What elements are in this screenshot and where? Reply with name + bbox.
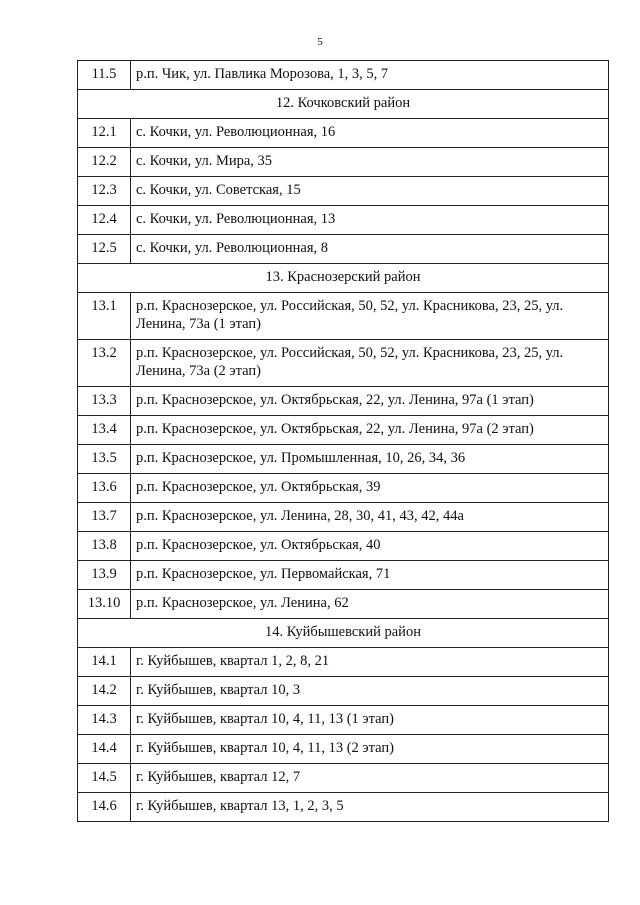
table-row (78, 445, 609, 474)
row-number: 13.2 (78, 340, 131, 387)
row-number: 14.4 (78, 735, 131, 764)
address-text: р.п. Краснозерское, ул. Ленина, 62 (131, 590, 609, 619)
section-title: 13. Краснозерский район (78, 264, 609, 293)
page-number: 5 (317, 36, 323, 48)
row-number: 14.6 (78, 793, 131, 822)
address-text: г. Куйбышев, квартал 10, 4, 11, 13 (1 этап) (131, 706, 609, 735)
row-number: 12.3 (78, 177, 131, 206)
address-text: г. Куйбышев, квартал 10, 3 (131, 677, 609, 706)
address-text: с. Кочки, ул. Революционная, 16 (131, 119, 609, 148)
table-row (78, 293, 609, 340)
address-text: с. Кочки, ул. Мира, 35 (131, 148, 609, 177)
address-text: р.п. Краснозерское, ул. Октябрьская, 22, ул. Ленина, 97а (2 этап) (131, 416, 609, 445)
table-row (78, 340, 609, 387)
row-number: 14.3 (78, 706, 131, 735)
row-number: 13.8 (78, 532, 131, 561)
table-row (78, 206, 609, 235)
row-number: 13.10 (78, 590, 131, 619)
address-text: с. Кочки, ул. Советская, 15 (131, 177, 609, 206)
table-row (78, 148, 609, 177)
row-number: 12.2 (78, 148, 131, 177)
row-number: 13.1 (78, 293, 131, 340)
row-number: 13.7 (78, 503, 131, 532)
table-row (78, 648, 609, 677)
table-row (78, 416, 609, 445)
table-row (78, 793, 609, 822)
section-title: 12. Кочковский район (78, 90, 609, 119)
section-header-row (78, 90, 609, 119)
address-text: с. Кочки, ул. Революционная, 13 (131, 206, 609, 235)
table-row (78, 561, 609, 590)
address-text: р.п. Краснозерское, ул. Октябрьская, 40 (131, 532, 609, 561)
address-text: г. Куйбышев, квартал 1, 2, 8, 21 (131, 648, 609, 677)
table-row (78, 706, 609, 735)
address-text: р.п. Краснозерское, ул. Октябрьская, 39 (131, 474, 609, 503)
address-text: р.п. Краснозерское, ул. Российская, 50, 52, ул. Красникова, 23, 25, ул. Ленина, 73а (2 этап) (131, 340, 609, 387)
table-row (78, 177, 609, 206)
address-text: р.п. Краснозерское, ул. Октябрьская, 22, ул. Ленина, 97а (1 этап) (131, 387, 609, 416)
row-number: 13.4 (78, 416, 131, 445)
table-row (78, 61, 609, 90)
row-number: 13.3 (78, 387, 131, 416)
address-text: р.п. Краснозерское, ул. Ленина, 28, 30, 41, 43, 42, 44а (131, 503, 609, 532)
table-row (78, 764, 609, 793)
address-text: р.п. Краснозерское, ул. Российская, 50, 52, ул. Красникова, 23, 25, ул. Ленина, 73а (1 этап) (131, 293, 609, 340)
table-row (78, 235, 609, 264)
address-text: с. Кочки, ул. Революционная, 8 (131, 235, 609, 264)
table-row (78, 735, 609, 764)
table-row (78, 503, 609, 532)
address-text: р.п. Краснозерское, ул. Первомайская, 71 (131, 561, 609, 590)
row-number: 13.5 (78, 445, 131, 474)
address-text: р.п. Чик, ул. Павлика Морозова, 1, 3, 5, 7 (131, 61, 609, 90)
address-text: г. Куйбышев, квартал 10, 4, 11, 13 (2 этап) (131, 735, 609, 764)
row-number: 14.5 (78, 764, 131, 793)
section-header-row (78, 619, 609, 648)
table-row (78, 119, 609, 148)
address-table (77, 60, 609, 822)
row-number: 13.9 (78, 561, 131, 590)
address-text: г. Куйбышев, квартал 12, 7 (131, 764, 609, 793)
section-header-row (78, 264, 609, 293)
row-number: 13.6 (78, 474, 131, 503)
table-row (78, 677, 609, 706)
section-title: 14. Куйбышевский район (78, 619, 609, 648)
row-number: 14.2 (78, 677, 131, 706)
row-number: 11.5 (78, 61, 131, 90)
row-number: 14.1 (78, 648, 131, 677)
table-row (78, 387, 609, 416)
table-row (78, 590, 609, 619)
row-number: 12.5 (78, 235, 131, 264)
table-row (78, 474, 609, 503)
table-row (78, 532, 609, 561)
address-table-body (78, 61, 609, 822)
row-number: 12.1 (78, 119, 131, 148)
address-text: р.п. Краснозерское, ул. Промышленная, 10, 26, 34, 36 (131, 445, 609, 474)
row-number: 12.4 (78, 206, 131, 235)
address-text: г. Куйбышев, квартал 13, 1, 2, 3, 5 (131, 793, 609, 822)
